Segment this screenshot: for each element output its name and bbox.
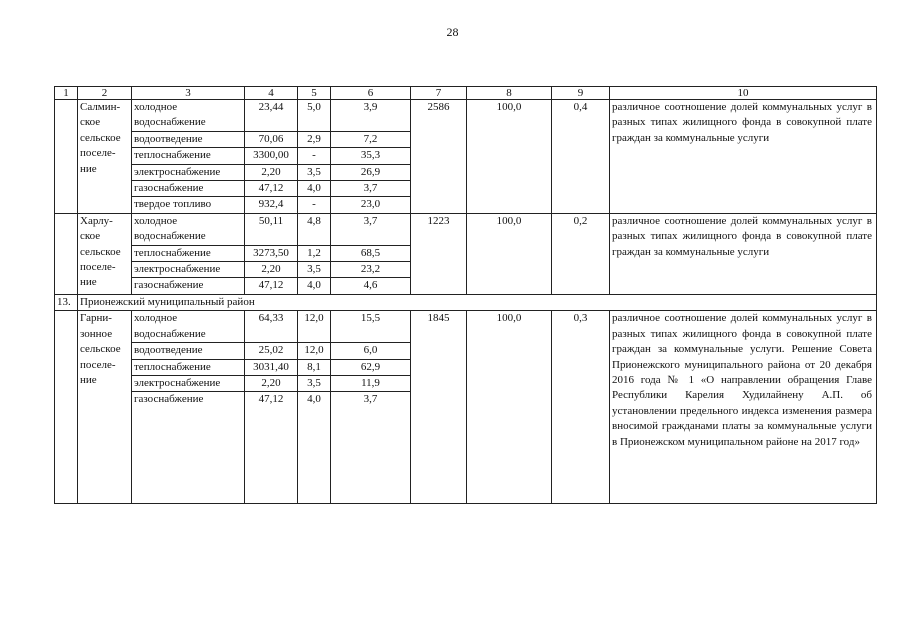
tariff-value: 25,02 [245, 343, 298, 359]
service-share: 11,9 [331, 375, 411, 391]
service-type: газоснабжение [132, 278, 245, 294]
settlement-name: Харлу- ское сельское поселе- ние [78, 213, 132, 294]
tariff-value: 47,12 [245, 392, 298, 504]
column-number-8: 8 [467, 87, 552, 100]
service-type: газоснабжение [132, 392, 245, 504]
tariff-growth: 8,1 [298, 359, 331, 375]
service-share: 26,9 [331, 164, 411, 180]
service-share: 62,9 [331, 359, 411, 375]
column-number-2: 2 [78, 87, 132, 100]
service-share: 6,0 [331, 343, 411, 359]
header-row [55, 87, 877, 100]
column-number-4: 4 [245, 87, 298, 100]
service-type: газоснабжение [132, 181, 245, 197]
table-row [55, 100, 877, 132]
service-share: 3,7 [331, 392, 411, 504]
tariff-value: 47,12 [245, 278, 298, 294]
tariff-growth: 4,0 [298, 181, 331, 197]
tariff-value: 3300,00 [245, 148, 298, 164]
service-share: 3,7 [331, 213, 411, 245]
table-row [55, 213, 877, 245]
service-share: 3,7 [331, 181, 411, 197]
page-number: 28 [446, 25, 459, 39]
row-number-cell [55, 213, 78, 294]
column-number-10: 10 [610, 87, 877, 100]
service-type: теплоснабжение [132, 148, 245, 164]
tariff-growth: 4,8 [298, 213, 331, 245]
service-share: 23,2 [331, 262, 411, 278]
service-type: холодное водоснабжение [132, 213, 245, 245]
tariff-growth: 3,5 [298, 262, 331, 278]
tariff-growth: - [298, 148, 331, 164]
table-row [55, 311, 877, 343]
service-share: 3,9 [331, 100, 411, 132]
tariff-growth: 4,0 [298, 278, 331, 294]
tariff-growth: 5,0 [298, 100, 331, 132]
service-type: водоотведение [132, 131, 245, 147]
deviation-value: 0,3 [552, 311, 610, 504]
tariff-growth: 3,5 [298, 375, 331, 391]
tariff-value: 2,20 [245, 375, 298, 391]
service-share: 23,0 [331, 197, 411, 213]
tariff-growth: 12,0 [298, 343, 331, 359]
tariff-value: 70,06 [245, 131, 298, 147]
deviation-value: 0,2 [552, 213, 610, 294]
population-share: 100,0 [467, 311, 552, 504]
service-type: твердое топливо [132, 197, 245, 213]
service-type: электроснабжение [132, 262, 245, 278]
population-share: 100,0 [467, 213, 552, 294]
tariff-growth: 3,5 [298, 164, 331, 180]
tariff-growth: 4,0 [298, 392, 331, 504]
region-row [55, 294, 877, 310]
tariff-value: 932,4 [245, 197, 298, 213]
population-count: 2586 [411, 100, 467, 214]
service-type: теплоснабжение [132, 359, 245, 375]
region-name: Прионежский муниципальный район [78, 294, 877, 310]
tariff-value: 2,20 [245, 262, 298, 278]
service-type: электроснабжение [132, 164, 245, 180]
service-type: теплоснабжение [132, 245, 245, 261]
column-number-5: 5 [298, 87, 331, 100]
tariff-value: 64,33 [245, 311, 298, 343]
service-share: 15,5 [331, 311, 411, 343]
deviation-value: 0,4 [552, 100, 610, 214]
tariff-growth: 12,0 [298, 311, 331, 343]
tariff-value: 50,11 [245, 213, 298, 245]
column-number-3: 3 [132, 87, 245, 100]
tariff-value: 3031,40 [245, 359, 298, 375]
service-type: холодное водоснабжение [132, 311, 245, 343]
justification-text: различное соотношение долей коммунальных услуг в разных типах жилищного фонда в совокупной плате граждан за коммунальные услуги [610, 213, 877, 294]
tariff-value: 23,44 [245, 100, 298, 132]
tariff-growth: 1,2 [298, 245, 331, 261]
population-share: 100,0 [467, 100, 552, 214]
settlement-name: Салмин- ское сельское поселе- ние [78, 100, 132, 214]
service-type: электроснабжение [132, 375, 245, 391]
region-number: 13. [55, 294, 78, 310]
column-number-6: 6 [331, 87, 411, 100]
service-share: 35,3 [331, 148, 411, 164]
service-share: 7,2 [331, 131, 411, 147]
justification-text: различное соотношение долей коммунальных услуг в разных типах жилищного фонда в совокупной плате граждан за коммунальные услуги. Решение Совета Прионежского муниципального района от 20 декабря 2016 года № 1 «О направлении обращения Главе Республики Карелия Худилайнену А.П. об установлении предельного индекса изменения размера вносимой гражданами платы за коммунальные услуги в Прионежском муниципальном районе на 2017 год» [610, 311, 877, 504]
tariff-growth: - [298, 197, 331, 213]
population-count: 1223 [411, 213, 467, 294]
column-number-1: 1 [55, 87, 78, 100]
tariff-table [54, 86, 877, 504]
tariff-value: 2,20 [245, 164, 298, 180]
row-number-cell [55, 100, 78, 214]
column-number-9: 9 [552, 87, 610, 100]
tariff-value: 47,12 [245, 181, 298, 197]
service-type: водоотведение [132, 343, 245, 359]
column-number-7: 7 [411, 87, 467, 100]
population-count: 1845 [411, 311, 467, 504]
tariff-value: 3273,50 [245, 245, 298, 261]
service-share: 68,5 [331, 245, 411, 261]
justification-text: различное соотношение долей коммунальных услуг в разных типах жилищного фонда в совокупной плате граждан за коммунальные услуги [610, 100, 877, 214]
settlement-name: Гарни- зонное сельское поселе- ние [78, 311, 132, 504]
service-share: 4,6 [331, 278, 411, 294]
row-number-cell [55, 311, 78, 504]
service-type: холодное водоснабжение [132, 100, 245, 132]
tariff-growth: 2,9 [298, 131, 331, 147]
